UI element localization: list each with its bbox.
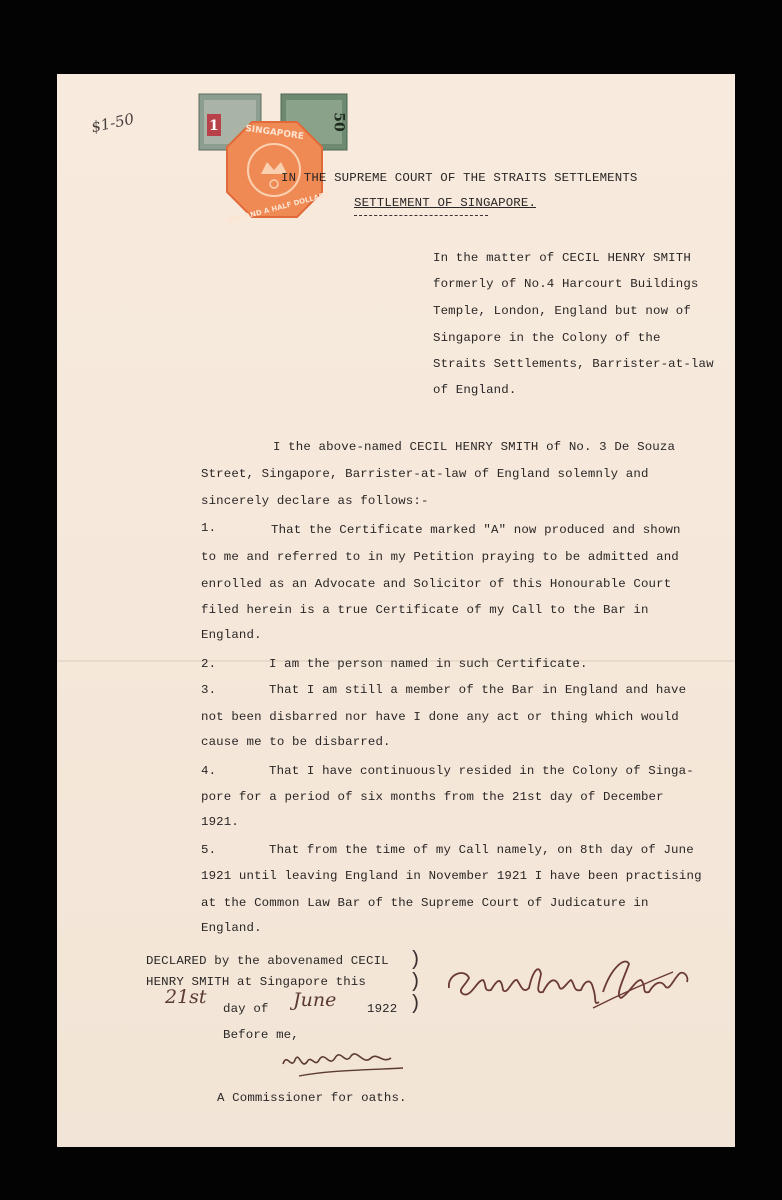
paragraph-4-number: 4. (201, 764, 217, 778)
paragraph-1-line-5: England. (201, 628, 262, 642)
commissioner-label: A Commissioner for oaths. (217, 1091, 407, 1105)
jurat-day-of: day of (223, 1002, 269, 1016)
paragraph-1-line-4: filed herein is a true Certificate of my Call to the Bar in (201, 603, 649, 617)
jurat-year: 1922 (367, 1002, 398, 1016)
stamp-right-value: 50 (330, 112, 347, 132)
revenue-stamps (197, 92, 352, 232)
paragraph-3-line-3: cause me to be disbarred. (201, 735, 391, 749)
paragraph-3-number: 3. (201, 683, 217, 697)
matter-line-1: In the matter of CECIL HENRY SMITH (433, 251, 691, 265)
paragraph-2-text: I am the person named in such Certificate. (269, 657, 588, 671)
paragraph-5-line-4: England. (201, 921, 262, 935)
matter-line-3: Temple, London, England but now of (433, 304, 691, 318)
paragraph-1-number: 1. (201, 521, 217, 535)
paragraph-1-line-1: That the Certificate marked "A" now produced and shown (271, 523, 681, 537)
paragraph-4-line-2: pore for a period of six months from the 21st day of December (201, 790, 664, 804)
jurat-day-handwritten: 21st (165, 986, 207, 1008)
stamp-left-value: 1 (209, 118, 219, 134)
paragraph-4-line-3: 1921. (201, 815, 239, 829)
paragraph-1-line-3: enrolled as an Advocate and Solicitor of this Honourable Court (201, 577, 672, 591)
matter-line-6: of England. (433, 383, 517, 397)
heading-dashed-rule (354, 215, 488, 216)
paragraph-1-line-2: to me and referred to in my Petition praying to be admitted and (201, 550, 679, 564)
paragraph-2-number: 2. (201, 657, 217, 671)
intro-line-2: Street, Singapore, Barrister-at-law of England solemnly and (201, 467, 649, 481)
jurat-line-1: DECLARED by the abovenamed CECIL (146, 954, 389, 968)
document-page (57, 74, 735, 1147)
seal-text-bottom: ONE AND A HALF DOLLARS (225, 190, 331, 226)
court-heading: IN THE SUPREME COURT OF THE STRAITS SETTLEMENTS (281, 171, 638, 185)
matter-line-5: Straits Settlements, Barrister-at-law (433, 357, 714, 371)
intro-line-3: sincerely declare as follows:- (201, 494, 429, 508)
settlement-heading: SETTLEMENT OF SINGAPORE. (354, 196, 537, 210)
paragraph-3-line-1: That I am still a member of the Bar in England and have (269, 683, 687, 697)
paragraph-5-line-1: That from the time of my Call namely, on 8th day of June (269, 843, 694, 857)
paragraph-5-line-3: at the Common Law Bar of the Supreme Court of Judicature in (201, 896, 649, 910)
seal-text-top: SINGAPORE (244, 123, 305, 143)
paragraph-4-line-1: That I have continuously resided in the Colony of Singa- (269, 764, 694, 778)
jurat-bracket: ) ) ) (409, 949, 422, 1016)
matter-line-2: formerly of No.4 Harcourt Buildings (433, 277, 699, 291)
matter-line-4: Singapore in the Colony of the (433, 331, 661, 345)
margin-note: $1-50 (89, 109, 136, 137)
declarant-signature (443, 950, 693, 1025)
jurat-month-handwritten: June (293, 989, 337, 1011)
intro-line-1: I the above-named CECIL HENRY SMITH of No. 3 De Souza (273, 440, 676, 454)
paragraph-5-number: 5. (201, 843, 217, 857)
commissioner-signature (279, 1040, 409, 1089)
paragraph-3-line-2: not been disbarred nor have I done any act or thing which would (201, 710, 679, 724)
paragraph-5-line-2: 1921 until leaving England in November 1921 I have been practising (201, 869, 702, 883)
jurat-line-2: HENRY SMITH at Singapore this (146, 975, 366, 989)
jurat-before-me: Before me, (223, 1028, 299, 1042)
